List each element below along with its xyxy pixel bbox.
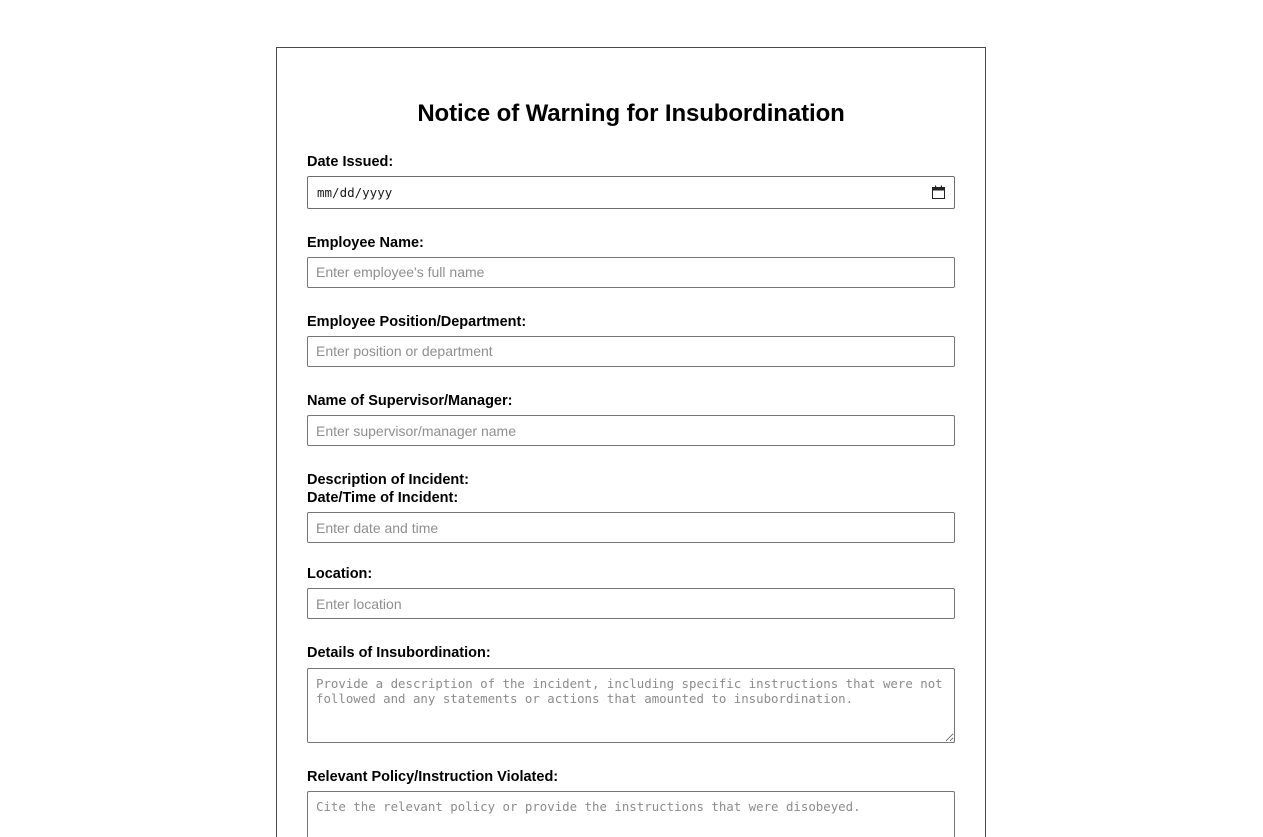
calendar-icon[interactable] <box>932 185 945 199</box>
details-of-insubordination-textarea[interactable] <box>307 668 955 743</box>
field-group-location <box>307 565 955 619</box>
field-group-relevant-policy <box>307 768 955 837</box>
label-relevant-policy: Relevant Policy/Instruction Violated: <box>307 768 559 785</box>
location-input[interactable] <box>307 588 955 619</box>
employee-position-input[interactable] <box>307 336 955 367</box>
label-details-of-insubordination: Details of Insubordination: <box>307 645 491 662</box>
supervisor-name-input[interactable] <box>307 415 955 446</box>
field-group-employee-position <box>307 313 955 367</box>
date-issued-value: mm/dd/yyyy <box>317 184 393 200</box>
label-incident-datetime: Date/Time of Incident: <box>307 490 459 507</box>
field-group-employee-name <box>307 234 955 288</box>
label-date-issued: Date Issued: <box>307 153 394 170</box>
date-issued-input[interactable] <box>307 176 955 209</box>
label-description-of-incident: Description of Incident: <box>307 472 469 489</box>
field-group-incident-datetime <box>307 471 955 543</box>
employee-name-input[interactable] <box>307 257 955 288</box>
field-group-date-issued <box>307 153 955 209</box>
label-employee-position: Employee Position/Department: <box>307 313 527 330</box>
label-supervisor-name: Name of Supervisor/Manager: <box>307 392 513 409</box>
field-group-supervisor-name <box>307 392 955 446</box>
page-title: Notice of Warning for Insubordination <box>417 100 845 127</box>
label-employee-name: Employee Name: <box>307 234 424 251</box>
field-group-details-of-insubordination <box>307 644 955 742</box>
document-sheet <box>276 47 986 837</box>
relevant-policy-textarea[interactable] <box>307 791 955 837</box>
incident-datetime-input[interactable] <box>307 512 955 543</box>
label-location: Location: <box>307 566 373 583</box>
warning-notice-form <box>277 48 985 837</box>
